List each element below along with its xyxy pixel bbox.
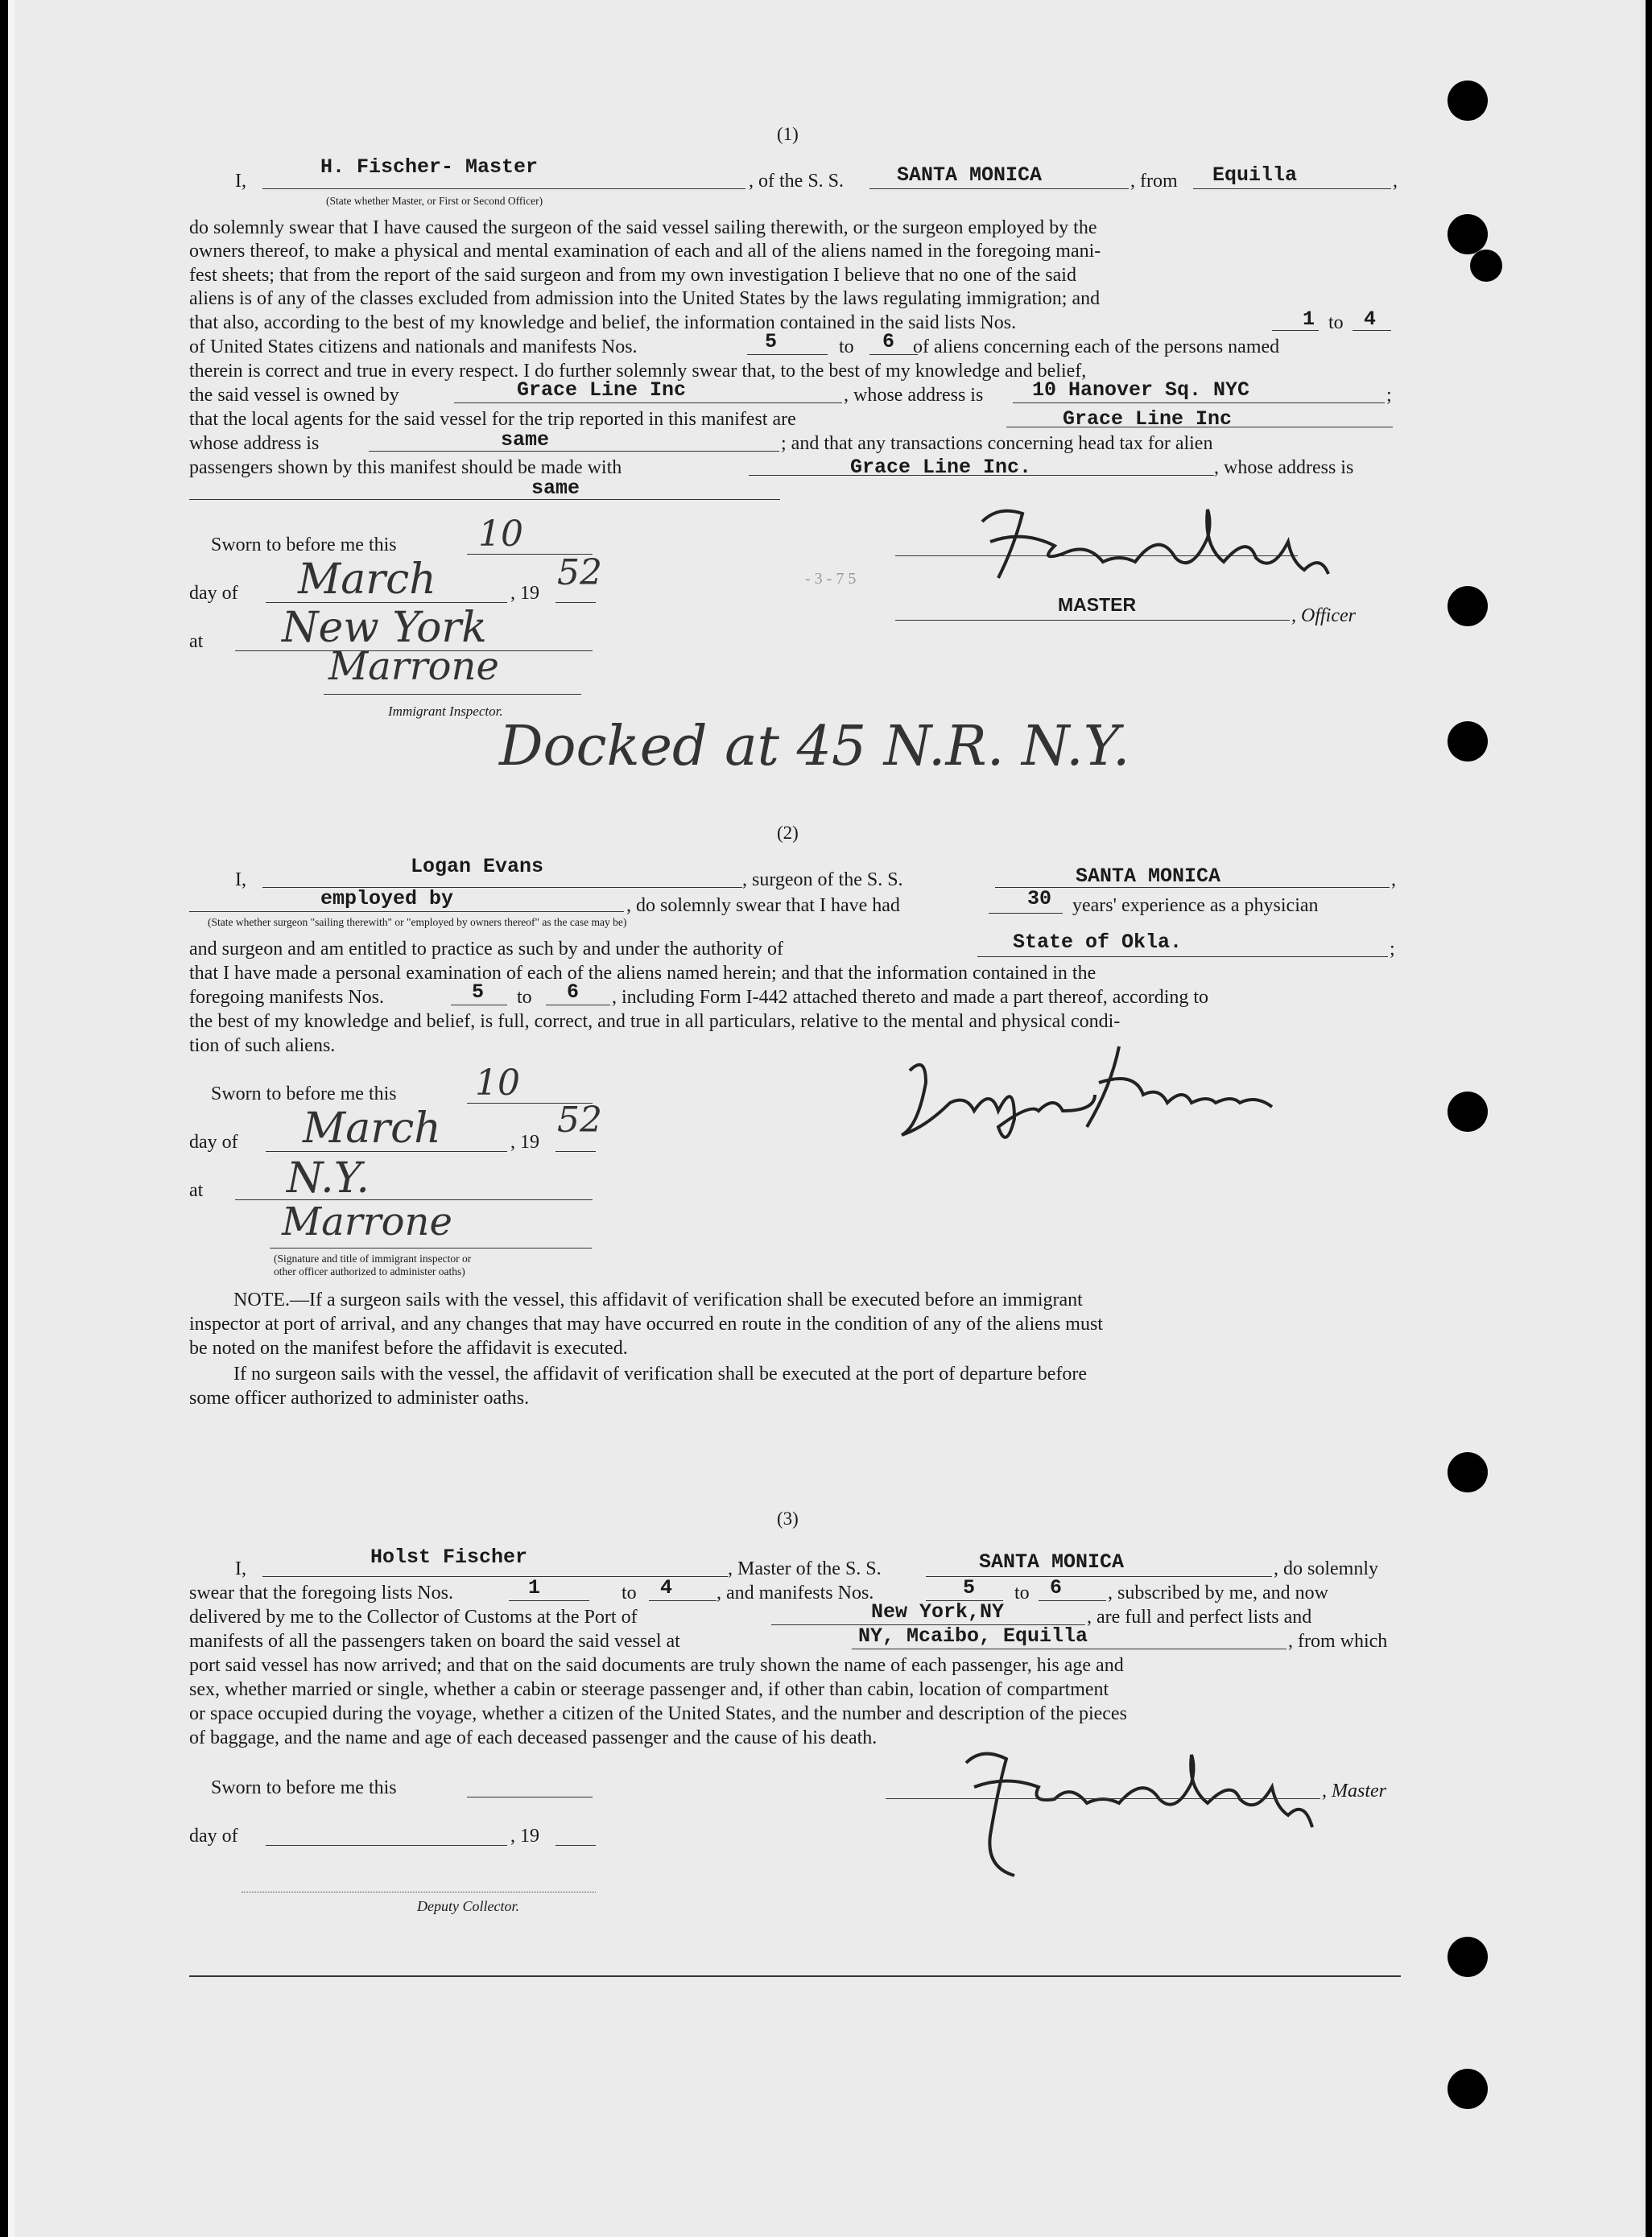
inspector-caption-2: other officer authorized to administer oaths) <box>274 1265 465 1277</box>
officer-name: H. Fischer- Master <box>320 155 539 179</box>
body-line-7: or space occupied during the voyage, whether a citizen of the United States, and the number and description of the pieces <box>189 1703 1127 1724</box>
officer-signature-line <box>895 620 1290 621</box>
punch-hole <box>1470 250 1502 282</box>
semicolon: ; <box>1386 385 1392 406</box>
at-label: at <box>189 1180 204 1201</box>
from-port: Equilla <box>1212 163 1298 187</box>
officer-caption: (State whether Master, or First or Second Officer) <box>326 195 543 207</box>
i-label: I, <box>235 1558 246 1579</box>
section-number-1: (1) <box>777 124 799 144</box>
head-tax-text: ; and that any transactions concerning head tax for alien <box>781 433 1213 454</box>
officer-label: , Officer <box>1291 605 1356 626</box>
docked-note: Docked at 45 N.R. N.Y. <box>499 715 1130 778</box>
punch-hole <box>1448 1452 1488 1492</box>
sworn-month: March <box>298 555 436 604</box>
note-para2-line-2: some officer authorized to administer oaths. <box>189 1388 530 1409</box>
to-label: to <box>517 987 532 1008</box>
i-label: I, <box>235 869 246 890</box>
manifests-to: 6 <box>882 330 895 353</box>
master-title: MASTER <box>1058 594 1137 615</box>
inspector-signature: Marrone <box>282 1199 452 1244</box>
from-label: , from <box>1130 171 1178 192</box>
from-port-line <box>1193 188 1391 189</box>
lists-from: 1 <box>528 1576 541 1599</box>
sworn-label: Sworn to before me this <box>211 1777 397 1798</box>
authority: State of Okla. <box>1013 931 1183 954</box>
note-label: NOTE. <box>233 1290 290 1310</box>
body-line-5a: foregoing manifests Nos. <box>189 987 384 1008</box>
lists-from-line <box>509 1600 589 1601</box>
sworn-year: 52 <box>557 1100 602 1141</box>
body-line-6b: of aliens concerning each of the persons named <box>913 336 1280 357</box>
body-line-4: that I have made a personal examination of each of the aliens named herein; and that the information contained in the <box>189 963 1097 984</box>
agents: Grace Line Inc <box>1063 407 1233 431</box>
lists-from: 1 <box>1303 307 1315 331</box>
sworn-label: Sworn to before me this <box>211 534 397 555</box>
owner: Grace Line Inc <box>517 378 687 402</box>
note-text-1: —If a surgeon sails with the vessel, this affidavit of verification shall be executed before an immigrant <box>289 1290 1083 1310</box>
owner-address: 10 Hanover Sq. NYC <box>1032 378 1250 402</box>
punch-hole <box>1448 1092 1488 1132</box>
master-label: , Master <box>1322 1781 1386 1802</box>
sworn-year-line <box>555 1845 596 1846</box>
punch-hole <box>1448 214 1488 254</box>
sworn-day: 10 <box>475 1063 520 1104</box>
to-label: to <box>1014 1583 1030 1603</box>
body-line-1: do solemnly swear that I have caused the surgeon of the said vessel sailing therewith, or the surgeon employed by the <box>189 217 1097 238</box>
whose-address-label: whose address is <box>189 433 320 454</box>
owner-line <box>454 402 842 403</box>
surgeon-name: Logan Evans <box>411 855 544 878</box>
employment-caption: (State whether surgeon "sailing therewith" or "employed by owners thereof" as the case may be) <box>208 916 627 928</box>
solemnly-label: , do solemnly <box>1274 1558 1378 1579</box>
day-of-label: day of <box>189 583 238 604</box>
note-line-1 <box>233 1290 1083 1311</box>
agents-address: same <box>501 428 550 452</box>
manifests-from: 5 <box>765 330 778 353</box>
vessel-name: SANTA MONICA <box>979 1550 1125 1574</box>
body-line-7: therein is correct and true in every respect. I do further solemnly swear that, to the best of my knowledge and belief, <box>189 361 1087 382</box>
employment: employed by <box>320 887 454 910</box>
body-line-6: sex, whether married or single, whether a cabin or steerage passenger and, if other than cabin, location of compartment <box>189 1679 1109 1700</box>
surgeon-of-label: , surgeon of the S. S. <box>742 869 903 890</box>
day-of-label: day of <box>189 1132 238 1153</box>
vessel-line <box>926 1576 1272 1577</box>
punch-hole <box>1448 2069 1488 2109</box>
section-number-2: (2) <box>777 823 799 843</box>
inspector-signature: Marrone <box>328 644 499 689</box>
sworn-place: N.Y. <box>287 1154 370 1203</box>
master-name-line <box>262 1576 728 1577</box>
body-line-8: of baggage, and the name and age of each deceased passenger and the cause of his death. <box>189 1727 878 1748</box>
inspector-signature-line <box>270 1248 592 1249</box>
punch-hole <box>1448 80 1488 121</box>
body-line-2: owners thereof, to make a physical and mental examination of each and all of the aliens named in the foregoing mani- <box>189 241 1101 262</box>
whose-address-end: , whose address is <box>1214 457 1354 478</box>
sworn-year-line <box>555 602 596 603</box>
years-text: years' experience as a physician <box>1072 895 1319 916</box>
agents-address-line <box>369 451 779 452</box>
vessel-line <box>869 188 1129 189</box>
body-line-5: that also, according to the best of my knowledge and belief, the information contained in the said lists Nos. <box>189 312 1017 333</box>
head-tax-party: Grace Line Inc. <box>850 456 1032 479</box>
manifests-from-line <box>747 354 828 355</box>
body-line-2c: , subscribed by me, and now <box>1108 1583 1328 1603</box>
year-prefix: , 19 <box>510 1826 539 1847</box>
body-line-3b: , are full and perfect lists and <box>1087 1607 1312 1628</box>
authority-line <box>977 956 1388 957</box>
employment-line <box>189 911 624 912</box>
sworn-year: 52 <box>557 552 602 593</box>
years-line <box>989 913 1063 914</box>
punch-hole <box>1448 586 1488 626</box>
i-label: I, <box>235 171 246 192</box>
vessel-name: SANTA MONICA <box>1076 865 1221 888</box>
year-prefix: , 19 <box>510 583 539 604</box>
body-line-2b: , and manifests Nos. <box>717 1583 874 1603</box>
lists-to: 4 <box>1364 307 1377 331</box>
inspector-caption: Immigrant Inspector. <box>388 704 503 719</box>
stamp-remnant: - 3 - 7 5 <box>805 570 857 588</box>
sworn-place: New York <box>282 604 487 652</box>
section-number-3: (3) <box>777 1509 799 1529</box>
agents-label: that the local agents for the said vessel for the trip reported in this manifest are <box>189 409 796 430</box>
day-of-label: day of <box>189 1826 238 1847</box>
comma: , <box>1391 869 1396 890</box>
bottom-rule <box>189 1975 1401 1977</box>
sworn-month-line <box>266 1845 507 1846</box>
master-of-label: , Master of the S. S. <box>728 1558 882 1579</box>
body-line-6: the best of my knowledge and belief, is full, correct, and true in all particulars, relative to the mental and physical condi- <box>189 1011 1121 1032</box>
inspector-caption-1: (Signature and title of immigrant inspector or <box>274 1253 472 1265</box>
inspector-signature-line <box>324 694 581 695</box>
at-label: at <box>189 631 204 652</box>
master-signature-line <box>886 1798 1320 1799</box>
surgeon-signature <box>894 1038 1280 1151</box>
manifests-to: 6 <box>1050 1576 1063 1599</box>
to-label: to <box>622 1583 637 1603</box>
vessel-name: SANTA MONICA <box>897 163 1043 187</box>
owned-by-label: the said vessel is owned by <box>189 385 399 406</box>
sworn-day: 10 <box>478 514 523 555</box>
punch-hole <box>1448 1937 1488 1977</box>
note-line-2: inspector at port of arrival, and any changes that may have occurred en route in the condition of any of the aliens must <box>189 1314 1103 1335</box>
master-signature-1 <box>966 497 1369 594</box>
port: New York,NY <box>871 1600 1005 1624</box>
head-tax-address: same <box>531 477 580 500</box>
body-line-6a: of United States citizens and nationals and manifests Nos. <box>189 336 638 357</box>
manifests-from: 5 <box>963 1576 976 1599</box>
comma: , <box>1393 171 1398 192</box>
semicolon: ; <box>1390 939 1395 960</box>
to-label: to <box>839 336 854 357</box>
passengers-label: passengers shown by this manifest should be made with <box>189 457 622 478</box>
whose-address-label: , whose address is <box>844 385 984 406</box>
body-line-4: aliens is of any of the classes excluded from admission into the United States by the laws regulating immigration; and <box>189 288 1101 309</box>
note-line-3: be noted on the manifest before the affidavit is executed. <box>189 1338 628 1359</box>
master-name: Holst Fischer <box>370 1546 528 1569</box>
body-line-7: tion of such aliens. <box>189 1035 336 1056</box>
manifests-to: 6 <box>567 980 580 1004</box>
body-line-4a: manifests of all the passengers taken on board the said vessel at <box>189 1631 680 1652</box>
swear-text: , do solemnly swear that I have had <box>626 895 900 916</box>
paper-left-edge <box>8 0 14 2237</box>
punch-hole <box>1448 721 1488 761</box>
head-tax-address-line <box>189 499 780 500</box>
body-line-4b: , from which <box>1288 1631 1388 1652</box>
master-signature-3 <box>942 1739 1328 1884</box>
note-para2-line-1: If no surgeon sails with the vessel, the affidavit of verification shall be executed at the port of departure before <box>233 1364 1088 1385</box>
lists-to: 4 <box>660 1576 673 1599</box>
manifests-to-line <box>869 354 918 355</box>
body-line-3a: delivered by me to the Collector of Customs at the Port of <box>189 1607 638 1628</box>
manifests-to-line <box>1039 1600 1106 1601</box>
ports-boarded: NY, Mcaibo, Equilla <box>858 1624 1088 1648</box>
year-prefix: , 19 <box>510 1132 539 1153</box>
body-line-5b: , including Form I-442 attached thereto and made a part thereof, according to <box>612 987 1209 1008</box>
body-line-2a: swear that the foregoing lists Nos. <box>189 1583 453 1603</box>
body-line-5: port said vessel has now arrived; and that on the said documents are truly shown the name of each passenger, his age and <box>189 1655 1124 1676</box>
manifests-from: 5 <box>472 980 485 1004</box>
deputy-caption: Deputy Collector. <box>417 1898 519 1914</box>
sworn-label: Sworn to before me this <box>211 1083 397 1104</box>
sworn-year-line <box>555 1151 596 1152</box>
lists-to-line <box>649 1600 717 1601</box>
officer-name-line <box>262 188 745 189</box>
document-page <box>14 0 1646 2237</box>
body-line-3: fest sheets; that from the report of the said surgeon and from my own investigation I believe that no one of the said <box>189 265 1076 286</box>
of-the-ss-label: , of the S. S. <box>749 171 845 192</box>
sworn-month: March <box>303 1104 441 1153</box>
to-label: to <box>1328 312 1344 333</box>
years: 30 <box>1027 887 1052 910</box>
owner-address-line <box>1013 402 1385 403</box>
authority-label: and surgeon and am entitled to practice as such by and under the authority of <box>189 939 783 960</box>
